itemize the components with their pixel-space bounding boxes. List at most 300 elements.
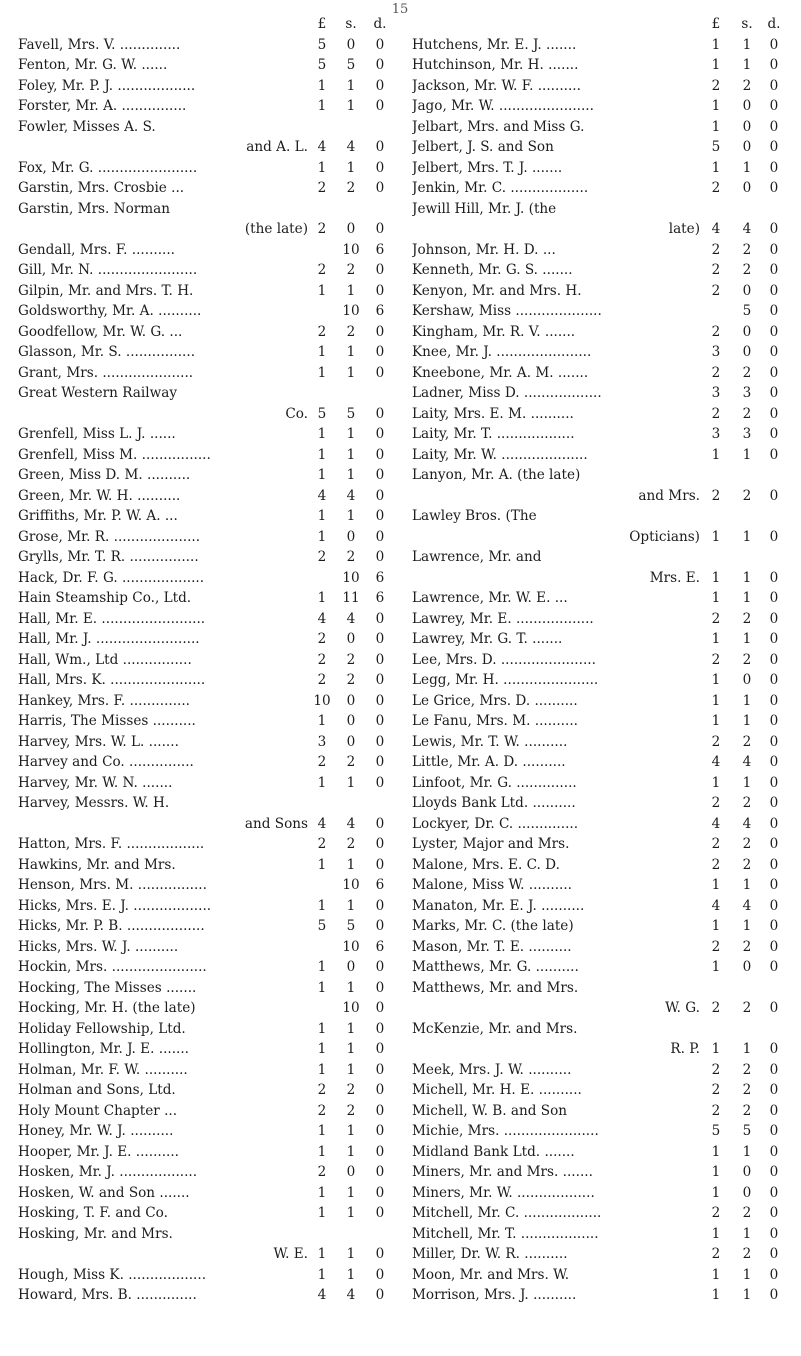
- amount-shillings: 2: [346, 754, 356, 770]
- subscriber-name: Mason, Mr. T. E. ..........: [412, 938, 572, 955]
- amount-pounds: 5: [317, 405, 327, 422]
- subscriber-name: Fowler, Misses A. S.: [18, 118, 156, 135]
- list-item: [412, 424, 792, 445]
- amount-pounds: 1: [317, 590, 327, 606]
- amount-pence: 0: [769, 446, 779, 463]
- subscriber-name: Hankey, Mrs. F. ..............: [18, 692, 190, 709]
- subscriber-name: Kenneth, Mr. G. S. .......: [412, 262, 573, 278]
- amount-shillings: 2: [742, 795, 752, 811]
- amount-shillings: 2: [742, 1205, 752, 1221]
- subscriber-name: Jelbert, Mrs. T. J. .......: [412, 159, 563, 176]
- subscriber-name: Hocking, Mr. H. (the late): [18, 1000, 196, 1016]
- amount-pence: 0: [375, 1061, 385, 1078]
- list-item: [18, 1019, 400, 1040]
- amount-shillings: 1: [346, 1041, 356, 1057]
- subscriber-name: Jenkin, Mr. C. ..................: [412, 180, 589, 196]
- subscriber-name: Lee, Mrs. D. ......................: [412, 651, 596, 668]
- amount-shillings: 1: [346, 508, 356, 524]
- amount-pounds: 2: [711, 77, 721, 94]
- amount-shillings: 2: [346, 1082, 356, 1098]
- amount-shillings: 1: [742, 590, 752, 606]
- amount-pounds: 2: [317, 221, 327, 237]
- list-item: [18, 76, 400, 97]
- subscriber-name: Michie, Mrs. ......................: [412, 1123, 599, 1139]
- subscriber-name: Jackson, Mr. W. F. ..........: [412, 77, 581, 94]
- list-item: [18, 609, 400, 630]
- amount-shillings: 1: [742, 1287, 752, 1303]
- amount-shillings: 1: [742, 57, 752, 73]
- amount-shillings: 1: [346, 856, 356, 873]
- amount-pence: 0: [769, 610, 779, 627]
- list-item: [412, 506, 792, 527]
- amount-shillings: 4: [742, 897, 752, 914]
- list-item: [18, 957, 400, 978]
- list-item: [18, 301, 400, 322]
- list-item: [18, 855, 400, 876]
- subscriber-name: Holman, Mr. F. W. ..........: [18, 1061, 188, 1078]
- amount-pounds: 2: [711, 1000, 721, 1016]
- amount-pence: 0: [375, 733, 385, 750]
- amount-pounds: 2: [317, 836, 327, 852]
- subscriber-name: Griffiths, Mr. P. W. A. ...: [18, 508, 178, 524]
- amount-shillings: 1: [346, 446, 356, 463]
- amount-pence: 0: [375, 139, 385, 155]
- list-item: [412, 465, 792, 486]
- amount-shillings: 2: [742, 487, 752, 504]
- amount-pence: 0: [375, 77, 385, 94]
- amount-pence: 0: [769, 1061, 779, 1078]
- amount-pounds: 3: [317, 733, 327, 750]
- list-item: [412, 1183, 792, 1204]
- amount-shillings: 1: [742, 1225, 752, 1242]
- subscriber-name: Goldsworthy, Mr. A. ..........: [18, 303, 202, 319]
- amount-shillings: 0: [346, 733, 356, 750]
- list-item: [412, 137, 792, 158]
- subscriber-name: Hall, Mr. J. ........................: [18, 631, 200, 647]
- amount-pounds: 2: [317, 1082, 327, 1098]
- amount-pounds: 1: [711, 631, 721, 647]
- subscriber-name: late): [668, 221, 700, 237]
- subscriber-name: Kneebone, Mr. A. M. .......: [412, 364, 589, 381]
- amount-pounds: 1: [317, 467, 327, 483]
- amount-shillings: 2: [742, 1082, 752, 1098]
- amount-shillings: 2: [742, 364, 752, 381]
- amount-shillings: 1: [346, 774, 356, 791]
- amount-pence: 0: [375, 1041, 385, 1057]
- subscriber-name: Hicks, Mrs. W. J. ..........: [18, 938, 179, 955]
- subscriber-name: Matthews, Mr. and Mrs.: [412, 979, 579, 996]
- subscriber-name: Hollington, Mr. J. E. .......: [18, 1041, 189, 1057]
- amount-pence: 0: [769, 877, 779, 893]
- subscriber-name: Hack, Dr. F. G. ...................: [18, 569, 205, 586]
- subscriber-name: Glasson, Mr. S. ................: [18, 344, 196, 360]
- amount-pounds: 1: [317, 713, 327, 729]
- amount-pence: 0: [769, 323, 779, 340]
- amount-pounds: 1: [711, 877, 721, 893]
- amount-shillings: 4: [346, 815, 356, 832]
- amount-pounds: 1: [317, 856, 327, 873]
- amount-pence: 0: [769, 262, 779, 278]
- amount-pounds: 1: [317, 1246, 327, 1262]
- amount-pence: 0: [769, 487, 779, 504]
- list-item: [412, 1101, 792, 1122]
- amount-pounds: 4: [317, 139, 327, 155]
- subscriber-name: Hall, Wm., Ltd ................: [18, 651, 192, 668]
- amount-pence: 0: [375, 344, 385, 360]
- amount-pence: 0: [375, 1000, 385, 1016]
- amount-pence: 0: [769, 692, 779, 709]
- amount-shillings: 0: [742, 344, 752, 360]
- subscriber-name: Grenfell, Miss L. J. ......: [18, 426, 176, 442]
- amount-shillings: 1: [346, 1020, 356, 1037]
- amount-pence: 0: [375, 1164, 385, 1180]
- amount-pence: 0: [769, 98, 779, 114]
- subscriber-name: Holy Mount Chapter ...: [18, 1102, 178, 1119]
- subscriber-name: Little, Mr. A. D. ..........: [412, 754, 566, 770]
- amount-pounds: 4: [317, 610, 327, 627]
- list-item: [412, 1060, 792, 1081]
- list-item: [18, 875, 400, 896]
- amount-shillings: 1: [346, 1143, 356, 1160]
- list-item: [18, 1244, 400, 1265]
- amount-pounds: 1: [711, 1041, 721, 1057]
- list-item: [18, 1203, 400, 1224]
- amount-shillings: 0: [742, 282, 752, 299]
- list-item: [412, 240, 792, 261]
- subscriber-name: Hooper, Mr. J. E. ..........: [18, 1143, 179, 1160]
- amount-pounds: 10: [313, 692, 331, 709]
- amount-pounds: 1: [317, 282, 327, 299]
- amount-pounds: 2: [711, 241, 721, 258]
- amount-pounds: 2: [317, 262, 327, 278]
- amount-pence: 0: [769, 1184, 779, 1201]
- amount-pounds: 2: [317, 1102, 327, 1119]
- amount-pounds: 1: [317, 1205, 327, 1221]
- list-item: [412, 76, 792, 97]
- amount-shillings: 0: [346, 528, 356, 545]
- amount-pounds: 3: [711, 426, 721, 442]
- amount-pence: 0: [769, 1102, 779, 1119]
- list-item: [18, 1265, 400, 1286]
- subscriber-name: Opticians): [629, 528, 700, 545]
- amount-pence: 0: [769, 897, 779, 914]
- amount-shillings: 2: [742, 651, 752, 668]
- amount-shillings: 2: [346, 180, 356, 196]
- amount-pence: 0: [375, 774, 385, 791]
- amount-pounds: 1: [711, 528, 721, 545]
- amount-pence: 0: [375, 713, 385, 729]
- amount-shillings: 3: [742, 426, 752, 442]
- amount-pence: 0: [769, 405, 779, 422]
- amount-shillings: 0: [346, 631, 356, 647]
- list-item: [18, 486, 400, 507]
- subscriber-name: Hosking, T. F. and Co.: [18, 1205, 168, 1221]
- amount-pence: 0: [375, 692, 385, 709]
- list-item: [412, 814, 792, 835]
- list-item: [412, 1162, 792, 1183]
- amount-shillings: 0: [346, 959, 356, 975]
- list-item: [18, 1162, 400, 1183]
- amount-pounds: 5: [711, 1123, 721, 1139]
- subscriber-name: Lockyer, Dr. C. ..............: [412, 815, 579, 832]
- list-item: [18, 322, 400, 343]
- list-item: [412, 322, 792, 343]
- subscriber-name: W. G.: [665, 1000, 700, 1016]
- list-item: [18, 1060, 400, 1081]
- amount-pence: 0: [769, 754, 779, 770]
- amount-pounds: 3: [711, 385, 721, 401]
- list-item: [412, 629, 792, 650]
- list-item: [412, 1285, 792, 1306]
- amount-shillings: 2: [742, 610, 752, 627]
- amount-shillings: 1: [742, 569, 752, 586]
- amount-pounds: 2: [317, 651, 327, 668]
- amount-shillings: 2: [346, 672, 356, 688]
- amount-pounds: 2: [711, 323, 721, 340]
- list-item: [412, 957, 792, 978]
- amount-pounds: 4: [317, 487, 327, 504]
- amount-pounds: 1: [317, 1041, 327, 1057]
- amount-pence: 0: [769, 959, 779, 975]
- amount-pence: 0: [769, 1143, 779, 1160]
- amount-pounds: 2: [317, 549, 327, 565]
- pence-header: d.: [373, 16, 387, 32]
- amount-pounds: 2: [711, 938, 721, 955]
- amount-shillings: 1: [742, 1041, 752, 1057]
- amount-shillings: 0: [742, 98, 752, 114]
- list-item: [18, 1142, 400, 1163]
- subscriber-name: Hutchens, Mr. E. J. .......: [412, 36, 577, 53]
- subscriber-name: Moon, Mr. and Mrs. W.: [412, 1266, 570, 1283]
- amount-pence: 0: [375, 856, 385, 873]
- amount-pounds: 1: [711, 36, 721, 53]
- amount-shillings: 5: [346, 405, 356, 422]
- subscriber-name: Lawrence, Mr. and: [412, 549, 542, 565]
- amount-pence: 0: [375, 364, 385, 381]
- list-item: [18, 711, 400, 732]
- amount-pence: 0: [375, 754, 385, 770]
- subscriber-name: Jewill Hill, Mr. J. (the: [412, 200, 557, 217]
- amount-pounds: 2: [711, 1246, 721, 1262]
- amount-pence: 0: [375, 323, 385, 340]
- amount-pounds: 1: [317, 528, 327, 545]
- amount-pence: 0: [375, 159, 385, 176]
- list-item: [412, 691, 792, 712]
- amount-pence: 0: [375, 1205, 385, 1221]
- amount-pounds: 1: [317, 774, 327, 791]
- subscriber-name: McKenzie, Mr. and Mrs.: [412, 1020, 578, 1037]
- subscriber-name: Lanyon, Mr. A. (the late): [412, 467, 581, 483]
- amount-shillings: 0: [742, 323, 752, 340]
- list-item: [18, 1183, 400, 1204]
- list-item: [412, 158, 792, 179]
- amount-shillings: 1: [346, 979, 356, 996]
- amount-pounds: 2: [711, 405, 721, 422]
- subscriber-name: (the late): [244, 221, 308, 237]
- subscriber-name: Harvey, Mrs. W. L. .......: [18, 733, 179, 750]
- amount-shillings: 1: [346, 77, 356, 94]
- amount-shillings: 2: [742, 1246, 752, 1262]
- amount-pence: 6: [375, 303, 385, 319]
- amount-shillings: 1: [742, 692, 752, 709]
- list-item: [18, 199, 400, 220]
- subscriber-name: Lawrence, Mr. W. E. ...: [412, 590, 568, 606]
- list-item: [412, 1142, 792, 1163]
- amount-shillings: 2: [742, 856, 752, 873]
- amount-pence: 0: [375, 672, 385, 688]
- amount-pounds: 2: [711, 795, 721, 811]
- amount-pence: 0: [769, 57, 779, 73]
- subscriber-name: Co.: [285, 405, 308, 422]
- list-item: [18, 937, 400, 958]
- list-item: [412, 404, 792, 425]
- subscriber-name: Harvey, Mr. W. N. .......: [18, 774, 173, 791]
- list-item: [18, 691, 400, 712]
- amount-shillings: 0: [742, 1184, 752, 1201]
- subscriber-name: Fox, Mr. G. .......................: [18, 159, 198, 176]
- list-item: [18, 219, 400, 240]
- amount-pence: 0: [769, 938, 779, 955]
- amount-shillings: 2: [346, 651, 356, 668]
- subscriber-name: Grose, Mr. R. ....................: [18, 528, 201, 545]
- subscriber-name: Kingham, Mr. R. V. .......: [412, 323, 576, 340]
- list-item: [412, 834, 792, 855]
- amount-pence: 0: [769, 1000, 779, 1016]
- list-item: [18, 547, 400, 568]
- amount-pounds: 4: [711, 897, 721, 914]
- subscriber-name: Matthews, Mr. G. ..........: [412, 959, 579, 975]
- amount-pounds: 2: [711, 1205, 721, 1221]
- list-item: [18, 650, 400, 671]
- amount-shillings: 1: [742, 774, 752, 791]
- list-item: [18, 527, 400, 548]
- amount-shillings: 2: [742, 938, 752, 955]
- list-item: [18, 588, 400, 609]
- amount-pounds: 1: [317, 1184, 327, 1201]
- list-item: [412, 978, 792, 999]
- amount-pence: 0: [375, 467, 385, 483]
- subscriber-name: Green, Mr. W. H. ..........: [18, 487, 181, 504]
- list-item: [412, 609, 792, 630]
- amount-pence: 0: [375, 487, 385, 504]
- list-item: [18, 506, 400, 527]
- subscriber-name: Foley, Mr. P. J. ..................: [18, 77, 196, 94]
- list-item: [412, 568, 792, 589]
- list-item: [412, 178, 792, 199]
- subscriber-name: Le Grice, Mrs. D. ..........: [412, 692, 578, 709]
- list-item: [412, 711, 792, 732]
- amount-pence: 0: [375, 528, 385, 545]
- amount-pounds: 1: [317, 897, 327, 914]
- list-item: [412, 486, 792, 507]
- subscriber-name: Malone, Miss W. ..........: [412, 877, 572, 893]
- amount-shillings: 0: [346, 36, 356, 53]
- amount-pounds: 4: [711, 221, 721, 237]
- amount-shillings: 1: [742, 631, 752, 647]
- amount-shillings: 2: [742, 733, 752, 750]
- amount-pence: 0: [375, 1246, 385, 1262]
- amount-shillings: 2: [346, 323, 356, 340]
- list-item: [18, 1101, 400, 1122]
- amount-pounds: 1: [711, 1184, 721, 1201]
- amount-pounds: 1: [711, 569, 721, 586]
- list-item: [18, 137, 400, 158]
- amount-pounds: 5: [711, 139, 721, 155]
- subscriber-name: Hutchinson, Mr. H. .......: [412, 57, 579, 73]
- amount-pounds: 1: [711, 918, 721, 934]
- amount-pounds: 3: [711, 344, 721, 360]
- list-item: [412, 1080, 792, 1101]
- amount-shillings: 4: [346, 1287, 356, 1303]
- amount-pence: 0: [375, 1287, 385, 1303]
- subscriber-name: Hall, Mrs. K. ......................: [18, 672, 206, 688]
- pounds-header: £: [317, 16, 327, 32]
- amount-pence: 0: [769, 180, 779, 196]
- amount-shillings: 2: [346, 1102, 356, 1119]
- amount-pounds: 2: [317, 672, 327, 688]
- subscriber-name: Holman and Sons, Ltd.: [18, 1082, 176, 1098]
- subscriber-name: Grenfell, Miss M. ................: [18, 446, 211, 463]
- amount-pounds: 1: [317, 979, 327, 996]
- subscriber-name: Miller, Dr. W. R. ..........: [412, 1246, 568, 1262]
- amount-shillings: 0: [346, 713, 356, 729]
- amount-shillings: 2: [742, 241, 752, 258]
- amount-pounds: 5: [317, 918, 327, 934]
- amount-pounds: 1: [711, 590, 721, 606]
- amount-pence: 0: [375, 1020, 385, 1037]
- amount-pence: 0: [375, 426, 385, 442]
- amount-pounds: 4: [317, 815, 327, 832]
- list-item: [18, 1121, 400, 1142]
- list-item: [412, 445, 792, 466]
- list-item: [412, 55, 792, 76]
- subscriber-name: Hawkins, Mr. and Mrs.: [18, 856, 176, 873]
- subscriber-name: Ladner, Miss D. ..................: [412, 385, 602, 401]
- list-item: [412, 219, 792, 240]
- amount-shillings: 5: [742, 303, 752, 319]
- amount-pounds: 1: [317, 1143, 327, 1160]
- amount-pence: 0: [769, 1123, 779, 1139]
- amount-shillings: 4: [346, 487, 356, 504]
- list-item: [412, 1121, 792, 1142]
- amount-shillings: 2: [742, 405, 752, 422]
- left-column: [18, 14, 400, 1306]
- amount-pence: 0: [769, 241, 779, 258]
- list-item: [18, 916, 400, 937]
- subscriber-name: Garstin, Mrs. Crosbie ...: [18, 180, 185, 196]
- amount-pounds: 2: [711, 1061, 721, 1078]
- amount-shillings: 0: [742, 1164, 752, 1180]
- subscriber-name: Gendall, Mrs. F. ..........: [18, 241, 176, 258]
- amount-pence: 0: [375, 1082, 385, 1098]
- amount-pounds: 2: [317, 1164, 327, 1180]
- list-item: [412, 96, 792, 117]
- list-item: [412, 1039, 792, 1060]
- subscriber-name: Garstin, Mrs. Norman: [18, 200, 171, 217]
- amount-shillings: 0: [346, 692, 356, 709]
- amount-shillings: 1: [346, 344, 356, 360]
- subscriber-name: Jelbart, Mrs. and Miss G.: [412, 118, 585, 135]
- amount-pence: 0: [375, 1123, 385, 1139]
- list-item: [412, 588, 792, 609]
- amount-shillings: 11: [342, 590, 360, 606]
- amount-shillings: 4: [742, 221, 752, 237]
- amount-pence: 0: [769, 1082, 779, 1098]
- list-item: [18, 178, 400, 199]
- amount-shillings: 1: [742, 159, 752, 176]
- amount-shillings: 2: [742, 1061, 752, 1078]
- amount-pounds: 5: [317, 57, 327, 73]
